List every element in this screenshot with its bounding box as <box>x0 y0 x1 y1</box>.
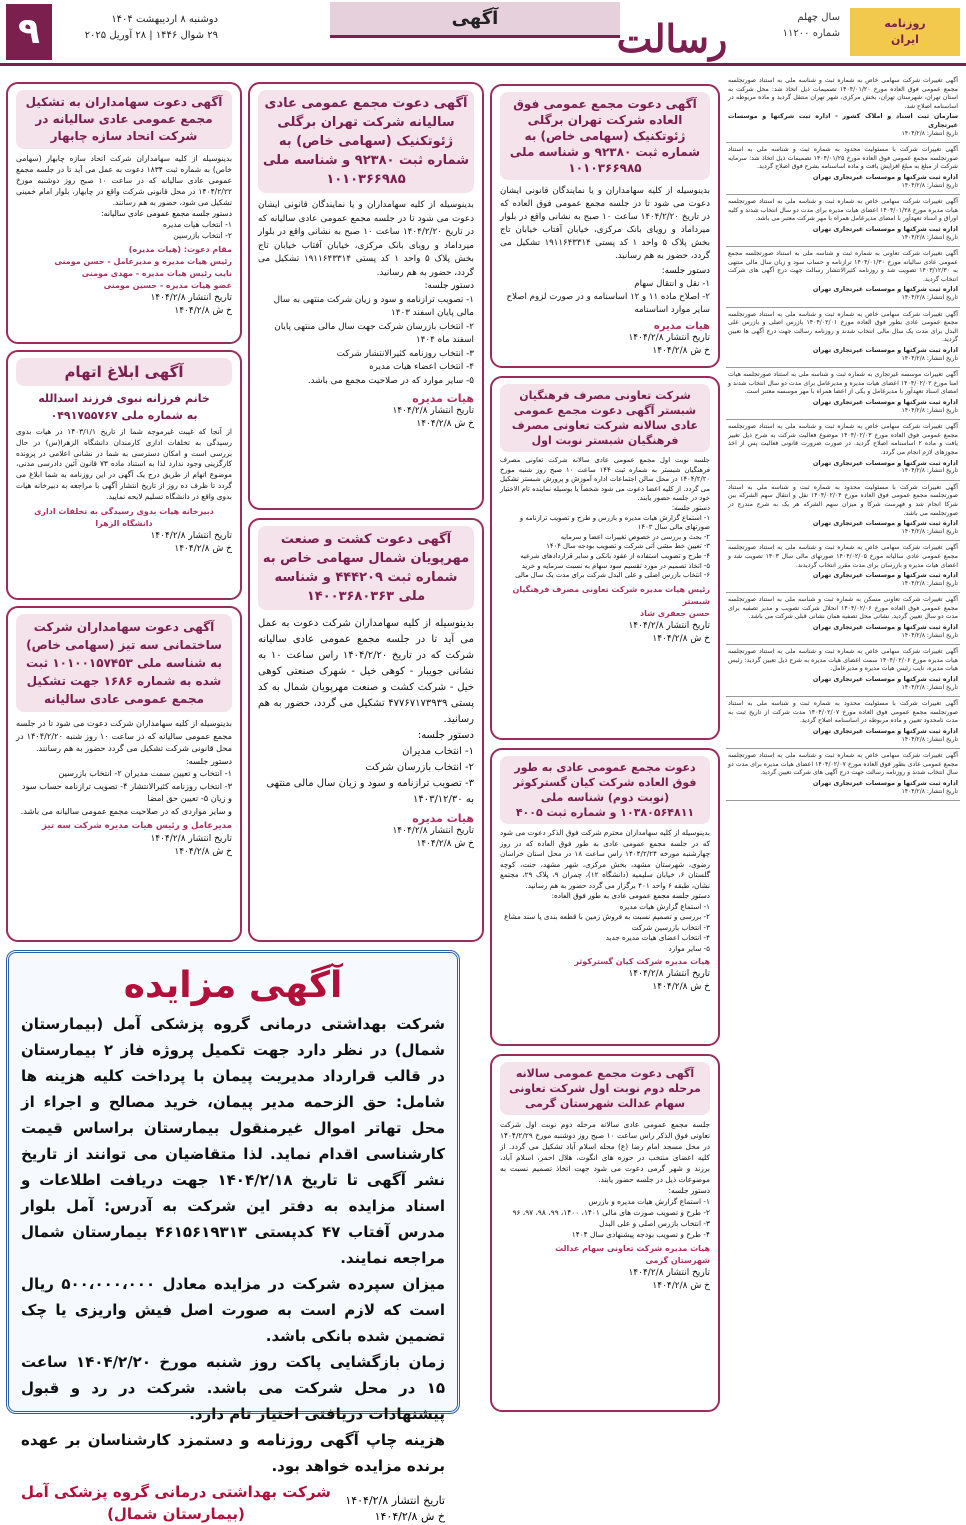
notice-signature: اداره ثبت شرکتها و موسسات غیرتجاری تهران <box>812 519 958 528</box>
auction-body-main: شرکت بهداشتی درمانی گروه پزشکی آمل (بیمارستان شمال) در نظر دارد جهت تکمیل پروژه فاز ۲ بیمارستان در قالب قرارداد مدیریت پیمان با پرداخت کلیه هزینه ها شامل: حق الزحمه مدیر پیمان، خرید مصالح و اجراء از محل تهاتر اموال غیرمنقول بیمارستان براساس قیمت کارشناسی اقدام نماید. لذا متقاضیان می توانند از تاریخ نشر آگهی تا تاریخ ۱۴۰۴/۲/۱۸ جهت دریافت اطلاعات و اسناد مزایده به دفتر این شرکت به آدرس: آمل بلوار مدرس آفتاب ۴۷ کدپستی ۴۶۱۵۶۱۹۳۱۳ بیمارستان شمال مراجعه نمایند. <box>21 1015 446 1267</box>
notice-body: آگهی تغییرات شرکت تعاونی به شماره ثبت و شناسه ملی به استناد صورتجلسه مجمع عمومی عادی سالیانه مورخ ۱۴۰۴/۰۱/۳۰ ترازنامه و حساب سود و زیان سال مالی منتهی به ۱۴۰۳/۱۲/۳۰ تصویب شد و روزنامه کثیرالانتشار رسالت جهت درج آگهی های شرکت انتخاب گردید. <box>728 250 958 283</box>
ad-agenda-item: ۵- سایر موارد که در صلاحیت مجمع می باشد. <box>307 375 474 386</box>
issue-info <box>740 10 840 42</box>
registration-notice <box>726 541 960 593</box>
notice-signature: اداره ثبت شرکتها و موسسات غیرتجاری تهران <box>812 458 958 467</box>
masthead <box>0 0 966 66</box>
ad-title: آگهی دعوت مجمع عمومی سالانه مرحله دوم نوبت اول شرکت تعاونی سهام عدالت شهرستان گرمی <box>500 1062 710 1115</box>
issue-number: شماره ۱۱۲۰۰ <box>782 28 840 39</box>
ad-agenda-item: ۳- انتخاب بازرسین شرکت <box>631 922 710 932</box>
registration-notice <box>726 645 960 697</box>
notice-publish-date: تاریخ انتشار: ۱۴۰۴/۲/۸ <box>901 527 958 535</box>
notice-signature: اداره ثبت شرکتها و موسسات غیرتجاری تهران <box>812 675 958 684</box>
ad-extraordinary-meeting-borgol <box>490 84 720 368</box>
registration-notice <box>726 247 960 308</box>
auction-title: آگهی مزایده <box>123 965 343 1006</box>
notice-body: آگهی تغییرات شرکت سهامی خاص به شماره ثبت و شناسه ملی به استناد صورتجلسه مجمع عمومی عادی بطور فوق العاده مورخ ۱۴۰۴/۰۲/۰۷ اعضای هیات مدیره برای مدت دو سال انتخاب شدند و روزنامه رسالت جهت درج آگهی های شرکت تعیین گردید. <box>728 752 958 777</box>
ad-body: بدینوسیله از کلیه سهامداران و یا نمایندگان قانونی ایشان دعوت می شود تا در جلسه مجمع عمومی فوق العاده که در تاریخ ۱۴۰۴/۲/۲۰ ساعت ۱۰ صبح به نشانی واقع در بلوار میرداماد و رویای بانک مرکزی، خیابان آفتاب خیابان تاج بخش پلاک ۵ واحد ۱ کد پستی ۱۹۱۱۶۴۳۳۱۴ تشکیل می گردد، حضور به هم رسانید. <box>500 186 710 261</box>
date-block <box>58 12 218 44</box>
notice-body: آگهی تغییرات شرکت سهامی خاص به شماره ثبت و شناسه ملی به استناد صورتجلسه مجمع عمومی فوق العاده مورخ ۱۴۰۴/۰۲/۰۳ موضوع فعالیت شرکت به شرح ذیل تغییر یافت و ماده ۲ اساسنامه اصلاح گردید. در صورت ضرورت قانونی فعالیت پس از اخذ مجوزهای لازم انجام می گردد. <box>728 423 958 456</box>
ad-title: آگهی ابلاغ اتهام <box>16 358 232 386</box>
notice-signature: اداره ثبت شرکتها و موسسات غیرتجاری تهران <box>812 224 958 233</box>
ad-agenda-item: ۳- انتخاب روزنامه کثیرالانتشار ۴- تصویب ترازنامه حساب سود و زیان ۵- تعیین حق امضا <box>21 780 232 803</box>
publish-date: تاریخ انتشار ۱۴۰۴/۲/۸ <box>392 826 474 836</box>
ad-agenda-item: ۱- استماع گزارش هیات مدیره <box>619 901 710 911</box>
publish-code: خ ش ۱۴۰۴/۲/۸ <box>652 1281 710 1291</box>
ad-body: بدینوسیله از کلیه سهامداران محترم شرکت فوق الذکر دعوت می شود که در جلسه مجمع عمومی عادی به طور فوق العاده که در روز چهارشنبه مورخه ۱۴۰۴/۲/۲۴ راس ساعت ۱۸ در محل استان خراسان رضوی، شهرستان مشهد، بخش مرکزی، شهر مشهد، جنت، کوچه گلستان ۶، خیابان سلیمیه (دانشگاه ۱۲)، چمران ۹، پلاک ۲۹، مجتمع نشان، طبقه ۶ واحد ۴۰۱ برگزار می گردد حضور به هم رسانید. <box>500 828 711 890</box>
ad-title: آگهی دعوت مجمع عمومی فوق العاده شرکت تهران برگلی ژئوتکنیک (سهامی خاص) به شماره ثبت ۹۲۳۸۰ و شناسه ملی ۱۰۱۰۳۶۶۹۸۵ <box>500 92 710 180</box>
ad-signature-city: شهرستان گرمی <box>645 1256 710 1265</box>
ad-agenda-item: ۲- بحث و بررسی در خصوص تغییرات اعضا و سرمایه <box>560 532 710 541</box>
ad-agenda-item: ۲- انتخاب بازرسین <box>173 231 232 240</box>
notice-body: آگهی تغییرات شرکت سهامی خاص به شماره ثبت و شناسه ملی به استناد صورتجلسه هیات مدیره مورخ ۱۴۰۴/۰۱/۲۸ اعضای هیات مدیره برای مدت دو سال انتخاب شدند و کلیه اوراق و اسناد تعهدآور با امضای مدیرعامل همراه با مهر شرکت معتبر می باشد. <box>728 198 958 223</box>
notice-publish-date: تاریخ انتشار: ۱۴۰۴/۲/۸ <box>901 181 958 189</box>
publish-code: خ ش ۱۴۰۴/۲/۸ <box>174 306 232 316</box>
notice-signature: اداره ثبت شرکتها و موسسات غیرتجاری تهران <box>812 346 958 355</box>
notice-signature: اداره ثبت شرکتها و موسسات غیرتجاری تهران <box>812 398 958 406</box>
ad-agenda-title: دستور جلسه: <box>671 503 710 512</box>
ad-agenda-item: ۲- انتخاب بازرسان شرکت <box>365 762 474 773</box>
ad-seh-tiz-construction <box>6 606 242 942</box>
ad-agenda-item: ۲- طرح و تصویب صورت های مالی ۱۴۰۱، ۱۴۰۰، ۹۹، ۹۸، ۹۷، ۹۶ <box>512 1208 710 1217</box>
publish-code: خ ش ۱۴۰۴/۲/۸ <box>652 346 710 356</box>
publish-date: تاریخ انتشار ۱۴۰۴/۲/۸ <box>150 293 232 303</box>
ad-agenda-title: دستور جلسه: <box>668 1186 710 1195</box>
ad-body: بدینوسیله از کلیه سهامداران شرکت اتحاد سازه چابهار (سهامی خاص) به شماره ثبت ۱۸۳۴ دعوت به عمل می آید تا در جلسه مجمع عمومی عادی سالیانه که در ساعت ۱۰ صبح روز دوشنبه مورخ ۱۴۰۴/۲/۲۲ در محل قانونی شرکت واقع در چابهار، بلوار امام خمینی تشکیل می شود، حضور به هم رسانند. <box>16 154 232 207</box>
notice-body: آگهی تغییرات شرکت سهامی خاص به شماره ثبت و شناسه ملی به استناد صورتجلسه مجمع عمومی فوق العاده مورخ ۱۴۰۴/۰۱/۲۰ تصمیمات ذیل اتخاذ شد: محل شرکت به استان تهران، شهرستان تهران، بخش مرکزی، شهر تهران منتقل گردید و ماده مربوطه در اساسنامه اصلاح شد. <box>728 77 958 110</box>
ad-signature-org: دانشگاه الزهرا <box>95 518 153 528</box>
notice-body: آگهی تغییرات شرکت سهامی خاص به شماره ثبت و شناسه ملی به استناد صورتجلسه مجمع عمومی عادی سالیانه مورخ ۱۴۰۴/۰۲/۰۵ صورتهای مالی سال ۱۴۰۳ تصویب شد و اعضای هیات مدیره و بازرسان برای مدت مقرر انتخاب گردیدند. <box>728 544 958 569</box>
notice-body: آگهی تغییرات شرکت با مسئولیت محدود به شماره ثبت و شناسه ملی به استناد صورتجلسه مجمع عمومی فوق العاده مورخ ۱۴۰۴/۰۲/۰۴ نقل و انتقال سهم الشرکه بین شرکا انجام شد و فهرست شرکا و میزان سهم الشرکه هر یک به شرح مندرج در صورتجلسه می باشد. <box>728 483 958 517</box>
ad-agenda-item: ۳- تصویب ترازنامه و سود و زیان سال مالی منتهی به ۱۴۰۳/۱۲/۳۰ <box>266 778 474 805</box>
publish-date: تاریخ انتشار ۱۴۰۴/۲/۸ <box>628 969 710 979</box>
notice-body: آگهی تغییرات موسسه غیرتجاری به شماره ثبت و شناسه ملی به استناد صورتجلسه هیات امنا مورخ ۱۴۰۴/۰۲/۰۲ اعضای هیات مدیره و مدیرعامل برای مدت دو سال انتخاب شدند و امضای اسناد تعهدآور با مدیرعامل و یکی از اعضا همراه با مهر موسسه معتبر است. <box>728 371 958 396</box>
date-line-2: ۲۹ شوال ۱۴۴۶ | ۲۸ آوریل ۲۰۲۵ <box>84 30 218 41</box>
publish-date: تاریخ انتشار ۱۴۰۴/۲/۸ <box>628 620 710 631</box>
notice-publish-date: تاریخ انتشار: ۱۴۰۴/۲/۸ <box>901 233 958 241</box>
registration-notice <box>726 749 960 801</box>
notice-signature: سازمان ثبت اسناد و املاک کشور - اداره ثبت شرکتها و موسسات غیرتجاری <box>728 112 958 129</box>
notice-signature: اداره ثبت شرکتها و موسسات غیرتجاری تهران <box>812 571 958 580</box>
ad-agenda-item: ۵- سایر موارد <box>668 943 710 953</box>
notice-signature: اداره ثبت شرکتها و موسسات غیرتجاری تهران <box>812 727 958 735</box>
ad-signature: نایب رئیس هیات مدیره - مهدی مومنی <box>81 269 232 278</box>
ad-agenda-item: ۴- طرح و تصویب استفاده از عقود بانکی و سایر قراردادهای شرعیه <box>520 551 710 560</box>
ad-signature: هیات مدیره <box>412 392 474 405</box>
notice-body: آگهی تغییرات شرکت سهامی خاص به شماره ثبت و شناسه ملی به استناد صورتجلسه هیات مدیره مورخ ۱۴۰۴/۰۲/۰۶ سمت اعضای هیات مدیره به شرح ذیل تعیین گردید: رئیس هیات مدیره، نایب رئیس هیات مدیره و مدیرعامل. <box>728 648 958 673</box>
publish-code: خ ش ۱۴۰۴/۲/۸ <box>416 839 474 849</box>
ad-signature: رئیس هیات مدیره و مدیرعامل - حسن مومنی <box>54 257 232 266</box>
notice-signature: اداره ثبت شرکتها و موسسات غیرتجاری تهران <box>812 623 958 632</box>
brand-line-1: روزنامه <box>884 17 926 30</box>
registration-notice <box>726 368 960 420</box>
ad-agenda-item: ۱- نقل و انتقال سهام <box>634 279 710 289</box>
auction-body-cost: هزینه چاپ آگهی روزنامه و دستمزد کارشناسان بر عهده برنده مزایده خواهد بود. <box>21 1431 445 1475</box>
registration-notices-column <box>726 74 960 1432</box>
page-number: ۹ <box>6 4 52 60</box>
ad-agenda-item: ۲- بررسی و تصمیم نسبت به فروش زمین با قطعه بندی یا سند مشاع <box>504 912 710 921</box>
ad-body: جلسه مجمع عمومی عادی سالانه مرحله دوم نوبت اول شرکت تعاونی فوق الذکر راس ساعت ۱۰ صبح روز دوشنبه مورخ ۱۴۰۴/۲/۲۹ در محل مسجد امام رضا (ع) محله اسلام آباد تشکیل می گردد. از کلیه اعضای منتخب در حوزه های انگوت، هلال احمر، اسلام آباد، برزند و شهر گرمی دعوت می شود جهت اتخاذ تصمیم نسبت به موضوعات ذیل در جلسه حضور یابند. <box>500 1120 710 1184</box>
newspaper-logo: رسالت <box>616 16 728 61</box>
registration-notice <box>726 195 960 247</box>
ad-mahrooyan-shomal <box>248 518 484 942</box>
ad-agenda-item: ۱- استماع گزارش هیات مدیره و بازرس <box>588 1197 710 1206</box>
registration-notice <box>726 74 960 143</box>
ad-body: بدینوسیله از کلیه سهامداران شرکت دعوت به عمل می آید تا در جلسه مجمع عمومی عادی سالیانه شرکت که در تاریخ ۱۴۰۴/۲/۲۰ راس ساعت ۱۰ به نشانی جویبار - کوهی خیل - شهرک صنعتی کوهی خیل - شرکت کشت و صنعت مهرپویان شمال به کد پستی ۴۷۷۶۷۱۷۳۹۳۹ تشکیل می گردد، حضور به هم رسانید. <box>258 618 475 725</box>
notice-body: آگهی تغییرات شرکت با مسئولیت محدود به شماره ثبت و شناسه ملی به استناد صورتجلسه مجمع عمومی فوق العاده مورخ ۱۴۰۴/۰۱/۲۵ تصمیمات ذیل اتخاذ شد: سرمایه شرکت از مبلغ به مبلغ افزایش یافت و ماده اساسنامه بشرح فوق اصلاح گردید. <box>728 146 958 171</box>
registration-notice <box>726 481 960 542</box>
publish-date: تاریخ انتشار ۱۴۰۴/۲/۸ <box>345 1494 445 1507</box>
notice-publish-date: تاریخ انتشار: ۱۴۰۴/۲/۸ <box>901 787 958 795</box>
publish-date: تاریخ انتشار ۱۴۰۴/۲/۸ <box>150 834 232 844</box>
ad-body: جلسه نوبت اول مجمع عمومی عادی سالانه شرکت تعاونی مصرف فرهنگیان شبستر به شماره ثبت ۱۴۴ ساعت ۱۰ صبح روز شنبه مورخ ۱۴۰۴/۲/۲۰ در محل سالن اجتماعات اداره آموزش و پرورش شبستر تشکیل می گردد. از کلیه اعضا دعوت می شود شخصاً یا بوسیله نماینده تام الاختیار خود در جلسه حضور یابند. <box>500 456 711 503</box>
ad-agenda-item: ۴- طرح و تصویب بودجه پیشنهادی سال ۱۴۰۴ <box>571 1230 710 1239</box>
ad-agenda-title: دستور جلسه: <box>424 281 474 291</box>
notice-publish-date: تاریخ انتشار: ۱۴۰۴/۲/۸ <box>901 354 958 362</box>
notice-publish-date: تاریخ انتشار: ۱۴۰۴/۲/۸ <box>901 683 958 691</box>
ad-agenda-item: ۶- انتخاب بازرس اصلی و علی البدل شرکت برای مدت یک سال مالی <box>515 571 710 580</box>
notice-publish-date: تاریخ انتشار: ۱۴۰۴/۲/۸ <box>901 406 958 414</box>
ad-sahm-edalat-germi <box>490 1054 720 1412</box>
ad-caller: مقام دعوت: (هیات مدیره) <box>128 245 232 254</box>
ad-title: دعوت مجمع عمومی عادی به طور فوق العاده شرکت کیان گسترکوثر (نوبت دوم) شناسه ملی ۱۰۳۸۰۵۶۴۸۱۱ و شماره ثبت ۴۰۰۵ <box>500 756 710 824</box>
publish-code: خ ش ۱۴۰۴/۲/۸ <box>652 982 710 992</box>
ad-agenda-title: دستور جلسه مجمع عمومی عادی به طور فوق العاده: <box>551 891 710 900</box>
publish-code: خ ش ۱۴۰۴/۲/۸ <box>174 847 232 857</box>
issue-year: سال چهلم <box>797 12 840 23</box>
ad-agenda-item: ۴- انتخاب اعضای هیات مدیره جدید <box>605 933 710 942</box>
auction-footer <box>21 1481 445 1525</box>
notice-signature: اداره ثبت شرکتها و موسسات غیرتجاری تهران <box>812 172 958 181</box>
ad-auction-amol-hospital <box>6 950 460 1523</box>
publish-date: تاریخ انتشار ۱۴۰۴/۲/۸ <box>392 406 474 416</box>
notice-body: آگهی تغییرات شرکت سهامی خاص به شماره ثبت و شناسه ملی به استناد صورتجلسه مجمع عمومی عادی بطور فوق العاده مورخ ۱۴۰۴/۰۲/۰۱ بازرس اصلی و بازرس علی البدل برای مدت یک سال مالی انتخاب شدند و روزنامه رسالت جهت درج آگهی ها تعیین گردید. <box>728 310 959 344</box>
ad-agenda-item: ۲- انتخاب بازرسان شرکت جهت سال مالی منتهی پایان اسفند ماه ۱۴۰۴ <box>274 321 474 345</box>
ad-title: آگهی دعوت کشت و صنعت مهرپویان شمال سهامی خاص به شماره ثبت ۴۴۴۲۰۹ و شناسه ملی ۱۴۰۰۳۶۸۰۳۶۳ <box>258 526 474 610</box>
ad-title: شرکت تعاونی مصرف فرهنگیان شبستر آگهی دعوت مجمع عمومی عادی سالانه شرکت تعاونی مصرف فرهنگیان شبستر نوبت اول <box>500 384 710 452</box>
auction-signature <box>21 1481 331 1525</box>
registration-notice <box>726 593 960 645</box>
ad-signature: هیات مدیره شرکت تعاونی سهام عدالت <box>555 1244 710 1253</box>
registration-notice <box>726 143 960 195</box>
ad-agenda-item: ۵- اتخاذ تصمیم در مورد تقسیم سود سهام به نسبت سرمایه و خرید <box>521 561 710 570</box>
ad-shabestar-cooperative <box>490 376 720 740</box>
ad-title: آگهی دعوت سهامداران به تشکیل مجمع عمومی عادی سالیانه در شرکت اتحاد سازه چابهار <box>16 90 232 149</box>
notice-signature: اداره ثبت شرکتها و موسسات غیرتجاری تهران <box>812 285 958 294</box>
notice-publish-date: تاریخ انتشار: ۱۴۰۴/۲/۸ <box>901 467 958 475</box>
ad-agenda-item: ۳- انتخاب روزنامه کثیرالانتشار شرکت <box>336 348 474 359</box>
notice-publish-date: تاریخ انتشار: ۱۴۰۴/۲/۸ <box>901 631 958 639</box>
notice-signature: اداره ثبت شرکتها و موسسات غیرتجاری تهران <box>812 778 958 787</box>
ad-agenda-item: ۱- تصویب ترازنامه و سود و زیان شرکت منتهی به سال مالی پایان اسفند ۱۴۰۳ <box>273 294 474 318</box>
date-line-1: دوشنبه ۸ اردیبهشت ۱۴۰۴ <box>111 14 218 25</box>
brand-line-2: ایران <box>891 33 919 46</box>
publish-code: خ ش ۱۴۰۴/۲/۸ <box>652 633 710 644</box>
ad-agenda-item: ۱- استماع گزارش هیات مدیره و بازرس و طرح و تصویب ترازنامه و صورتهای مالی سال ۱۴۰۳ <box>519 513 710 532</box>
ad-agenda-item: ۱- انتخاب و تعیین سمت مدیران ۲- انتخاب بازرسین <box>58 768 232 778</box>
notice-publish-date: تاریخ انتشار: ۱۴۰۴/۲/۸ <box>901 579 958 587</box>
notice-publish-date: تاریخ انتشار: ۱۴۰۴/۲/۸ <box>901 129 958 137</box>
notice-publish-date: تاریخ انتشار: ۱۴۰۴/۲/۸ <box>901 294 958 302</box>
publish-date: تاریخ انتشار ۱۴۰۴/۲/۸ <box>150 530 232 541</box>
publish-code: خ ش ۱۴۰۴/۲/۸ <box>374 1510 445 1523</box>
ad-body: بدینوسیله از کلیه سهامداران و یا نمایندگان قانونی ایشان دعوت می شود تا در جلسه مجمع عمومی عادی سالیانه که در تاریخ ۱۴۰۴/۲/۲۰ ساعت ۱۰ صبح به نشانی واقع در بلوار میرداماد و رویای بانک مرکزی، خیابان آفتاب خیابان تاج بخش پلاک ۵ واحد ۱ کد پستی ۱۹۱۱۶۴۳۳۱۴ تشکیل می گردد، حضور به هم رسانید. <box>258 200 475 278</box>
notice-publish-date: تاریخ انتشار: ۱۴۰۴/۲/۸ <box>901 735 958 743</box>
registration-notice <box>726 420 960 481</box>
ad-agenda-item: و سایر مواردی که در صلاحیت مجمع عمومی سالیانه می باشد. <box>20 805 232 816</box>
ad-agenda-item: ۴- انتخاب اعضاء هیات مدیره <box>369 362 474 372</box>
auction-signature-org: شرکت بهداشتی درمانی گروه پزشکی آمل <box>21 1483 331 1501</box>
publish-code: خ ش ۱۴۰۴/۲/۸ <box>416 419 474 429</box>
ad-body: از آنجا که غیبت غیرموجه شما از تاریخ ۱۴۰۳/۱/۱ در هیات بدوی رسیدگی به تخلفات اداری کارمندان دانشگاه الزهرا(س) در حال بررسی است و امکان دسترسی به شما در نشانی اعلامی در پرونده کارگزینی وجود ندارد لذا به استناد ماده ۷۳ قانون آئین دادرسی مدنی، موضوع اتهام از طریق درج یک آگهی در این روزنامه به شما ابلاغ می گردد تا ظرف ده روز از تاریخ انتشار آگهی با مراجعه به دبیرخانه هیات بدوی واقع در دانشگاه تسلیم لایحه نمایید. <box>16 427 232 501</box>
ad-title: آگهی دعوت سهامداران شرکت ساختمانی سه تیز (سهامی خاص) به شناسه ملی ۱۰۱۰۰۱۵۷۴۵۳ ثبت شده به شماره ۱۶۸۶ جهت تشکیل مجمع عمومی عادی سالیانه <box>16 614 232 712</box>
publish-date: تاریخ انتشار ۱۴۰۴/۲/۸ <box>628 333 710 343</box>
ad-signature: دبیرخانه هیات بدوی رسیدگی به تخلفات اداری <box>34 506 214 516</box>
notice-body: آگهی تغییرات شرکت با مسئولیت محدود به شماره ثبت و شناسه ملی به استناد صورتجلسه مجمع عمومی فوق العاده مورخ ۱۴۰۴/۰۲/۰۷ مدت شرکت از تاریخ ثبت به مدت نامحدود تعیین و ماده مربوطه در اساسنامه اصلاح گردید. <box>728 700 958 725</box>
ad-signature: رئیس هیات مدیره شرکت تعاونی مصرف فرهنگیان شبستر <box>512 584 710 606</box>
ad-signature: هیات مدیره <box>653 321 710 332</box>
ad-agenda-title: دستور جلسه: <box>417 730 474 741</box>
section-title: آگهی <box>330 2 620 38</box>
publish-date: تاریخ انتشار ۱۴۰۴/۲/۸ <box>628 1268 710 1278</box>
auction-body-opening: زمان بازگشایی پاکت روز شنبه مورخ ۱۴۰۴/۲/۲۰ ساعت ۱۵ در محل شرکت می باشد. شرکت در رد و قبول پیشنهادات دریافتی اختیار تام دارد. <box>21 1353 445 1423</box>
ad-agenda-item: ۳- انتخاب بازرس اصلی و علی البدل <box>599 1219 710 1228</box>
ad-agenda-item: ۲- اصلاح ماده ۱۱ و ۱۲ اساسنامه و در صورت لزوم اصلاح سایر موارد اساسنامه <box>506 292 710 315</box>
ad-agenda-title: دستور جلسه: <box>186 755 232 766</box>
publish-code: خ ش ۱۴۰۴/۲/۸ <box>174 543 232 554</box>
ad-accusation-notice <box>6 350 242 600</box>
ad-agenda-title: دستور جلسه: <box>661 266 710 276</box>
ad-signature: مدیرعامل و رئیس هیات مدیره شرکت سه تیز <box>42 821 232 831</box>
ad-title: آگهی دعوت مجمع عمومی عادی سالیانه شرکت تهران برگلی ژئوتکنیک (سهامی خاص) به شماره ثبت ۹۲۳۸۰ و شناسه ملی ۱۰۱۰۳۶۶۹۸۵ <box>258 90 474 193</box>
ad-kian-gostar-kowsar <box>490 748 720 1046</box>
brand-badge <box>850 8 960 56</box>
ad-body: بدینوسیله از کلیه سهامداران شرکت دعوت می شود تا در جلسه مجمع عمومی سالیانه که در ساعت ۱۰ روز شنبه ۱۴۰۴/۲/۲۰ در محل قانونی شرکت تشکیل می گردد حضور به هم رسانند. <box>16 718 232 753</box>
ad-subtitle-id: به شماره ملی ۰۴۹۱۷۵۵۷۶۷ <box>50 409 198 422</box>
ad-signature-name: حسن جعفری شاد <box>640 608 710 618</box>
auction-body-deposit: میزان سپرده شرکت در مزایده معادل ۵۰۰،۰۰۰،۰۰۰ ریال است که لازم است به صورت اصل فیش واریزی یا چک تضمین شده بانکی باشد. <box>21 1275 446 1345</box>
ad-ettehad-saze-chabahar <box>6 82 242 344</box>
auction-signature-hospital: (بیمارستان شمال) <box>107 1505 245 1523</box>
ad-annual-meeting-borgol <box>248 82 484 510</box>
ad-signature: هیات مدیره <box>412 812 474 825</box>
auction-meta <box>345 1493 445 1525</box>
ad-agenda-item: ۱- انتخاب هیات مدیره <box>162 220 232 229</box>
ad-signature: هیات مدیره شرکت کیان گسترکوثر <box>574 957 710 966</box>
ad-signature: عضو هیات مدیره - حسین مومنی <box>103 281 232 290</box>
ad-agenda-item: ۳- تعیین خط مشی آتی شرکت و تصویب بودجه سال ۱۴۰۴ <box>546 542 710 551</box>
notice-body: آگهی تغییرات شرکت تعاونی مسکن به شماره ثبت و شناسه ملی به استناد صورتجلسه مجمع عمومی فوق العاده مورخ ۱۴۰۴/۰۲/۰۶ انحلال شرکت تصویب و مدیر تصفیه برای مدت دو سال تعیین گردید. نشانی محل تصفیه همان نشانی قبلی شرکت می باشد. <box>728 596 958 621</box>
ad-subtitle-name: خانم فرزانه نبوی فرزند اسدالله <box>38 392 210 405</box>
ad-agenda-title: دستور جلسه مجمع عمومی عادی سالیانه: <box>101 209 232 218</box>
registration-notice <box>726 308 960 369</box>
registration-notice <box>726 697 960 749</box>
ad-agenda-item: ۱- انتخاب مدیران <box>402 746 474 757</box>
